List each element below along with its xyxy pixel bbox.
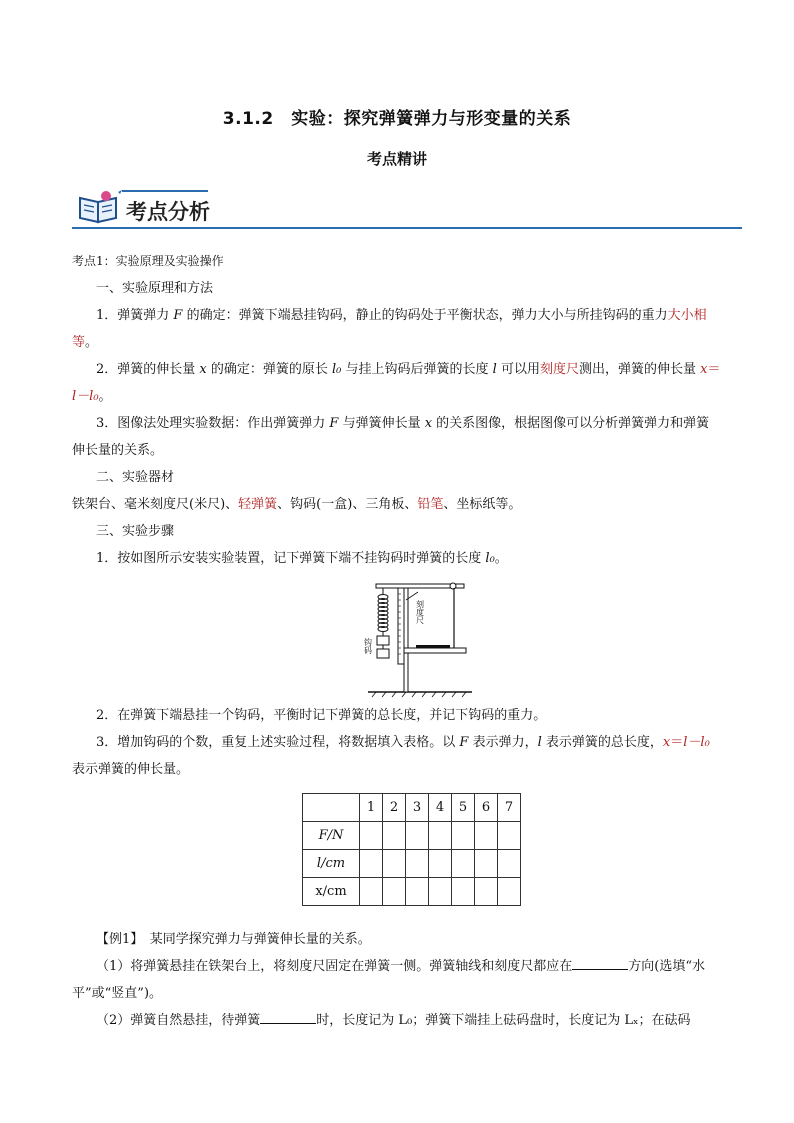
table-cell xyxy=(406,850,429,878)
table-cell xyxy=(498,850,521,878)
table-col-header: 2 xyxy=(383,794,406,822)
formula-rhs: l－l₀ xyxy=(72,389,99,404)
table-row-header: F/N xyxy=(303,822,360,850)
text: 时，长度记为 L₀；弹簧下端挂上砝码盘时，长度记为 Lₓ；在砝码 xyxy=(316,1013,691,1028)
text: 的关系图像，根据图像可以分析弹簧弹力和弹簧伸长量的关系。 xyxy=(72,416,710,458)
text: 表示弹簧的总长度， xyxy=(541,735,663,750)
var-x: x xyxy=(199,362,207,377)
table-col-header: 3 xyxy=(406,794,429,822)
header-rule-bottom xyxy=(72,227,742,229)
var-l0: l₀ xyxy=(485,551,495,566)
table-cell xyxy=(406,878,429,906)
text: 铁架台、毫米刻度尺(米尺)、 xyxy=(72,497,239,512)
var-F: F xyxy=(173,308,183,323)
text: （2）弹簧自然悬挂，待弹簧 xyxy=(96,1013,261,1028)
table-cell xyxy=(429,822,452,850)
text: 测出，弹簧的伸长量 xyxy=(578,362,701,377)
table-cell xyxy=(383,850,406,878)
var-F: F xyxy=(459,735,469,750)
paragraph-2 xyxy=(72,356,722,410)
table-corner-cell xyxy=(303,794,360,822)
var-l: l xyxy=(537,735,542,750)
var-l: l xyxy=(492,362,497,377)
table-cell xyxy=(406,822,429,850)
text: 。 xyxy=(85,335,99,350)
answer-blank[interactable] xyxy=(260,1009,316,1024)
table-row xyxy=(303,850,521,878)
text: 、钩码(一盒)、三角板、 xyxy=(277,497,418,512)
formula-x: x xyxy=(662,735,671,750)
text: 表示弹力， xyxy=(468,735,538,750)
highlight-text: 铅笔 xyxy=(417,497,444,512)
var-x: x xyxy=(424,416,433,431)
text: 2．弹簧的伸长量 xyxy=(96,362,200,377)
table-cell xyxy=(383,878,406,906)
highlight-text: 刻度尺 xyxy=(539,362,579,377)
formula-rhs: l－l₀ xyxy=(683,735,710,750)
step-1 xyxy=(72,545,722,572)
text: （1）将弹簧悬挂在铁架台上，将刻度尺固定在弹簧一侧。弹簧轴线和刻度尺都应在 xyxy=(96,959,573,974)
ruler-label: 刻度尺 xyxy=(415,600,425,624)
table-cell xyxy=(452,822,475,850)
step-3 xyxy=(72,729,722,783)
table-row-header: l/cm xyxy=(303,850,360,878)
answer-blank[interactable] xyxy=(572,955,628,970)
example-tag: 【例1】 xyxy=(96,932,137,947)
table-cell xyxy=(498,878,521,906)
highlight-text: 大小相等 xyxy=(72,308,707,350)
highlight-text: 轻弹簧 xyxy=(238,497,278,512)
weight-label: 钩码 xyxy=(363,638,373,654)
paragraph-1 xyxy=(72,302,722,356)
table-cell xyxy=(475,878,498,906)
table-cell xyxy=(429,850,452,878)
text: 、坐标纸等。 xyxy=(443,497,522,512)
formula-eq: ＝ xyxy=(670,735,684,750)
section-header-label: 考点分析 xyxy=(126,200,210,224)
table-col-header: 7 xyxy=(498,794,521,822)
table-cell xyxy=(360,878,383,906)
table-col-header: 5 xyxy=(452,794,475,822)
data-table xyxy=(302,793,521,906)
text: 3．增加钩码的个数，重复上述实验过程，将数据填入表格。以 xyxy=(96,735,460,750)
paragraph-3 xyxy=(72,410,722,464)
table-cell xyxy=(383,822,406,850)
heading-steps: 三、实验步骤 xyxy=(96,524,175,539)
document-body xyxy=(72,248,722,1034)
example-q1 xyxy=(72,953,722,1007)
table-cell xyxy=(498,822,521,850)
section-header xyxy=(72,186,742,232)
text: 方向(选填“水平”或“竖直”)。 xyxy=(72,959,705,1001)
page-title: 3.1.2 实验：探究弹簧弹力与形变量的关系 xyxy=(222,109,572,129)
table-cell xyxy=(429,878,452,906)
table-cell xyxy=(452,850,475,878)
var-F: F xyxy=(329,416,339,431)
table-cell xyxy=(452,878,475,906)
point1-title: 考点1：实验原理及实验操作 xyxy=(72,254,224,268)
example-q2 xyxy=(72,1007,722,1034)
table-col-header: 4 xyxy=(429,794,452,822)
text: 3．图像法处理实验数据：作出弹簧弹力 xyxy=(96,416,330,431)
table-cell xyxy=(475,850,498,878)
text: 1．按如图所示安装实验装置，记下弹簧下端不挂钩码时弹簧的长度 xyxy=(96,551,486,566)
table-col-header: 6 xyxy=(475,794,498,822)
formula-eq: ＝ xyxy=(707,362,721,377)
header-rule-top xyxy=(122,190,208,192)
table-cell xyxy=(475,822,498,850)
table-row xyxy=(303,822,521,850)
text: 1．弹簧弹力 xyxy=(96,308,174,323)
text: 与弹簧伸长量 xyxy=(338,416,425,431)
formula-x: x xyxy=(700,362,708,377)
book-icon xyxy=(76,190,122,224)
heading-equipment: 二、实验器材 xyxy=(96,470,175,485)
heading-principle: 一、实验原理和方法 xyxy=(96,281,214,296)
text: 表示弹簧的伸长量。 xyxy=(72,762,190,777)
table-cell xyxy=(360,850,383,878)
text: 可以用 xyxy=(496,362,540,377)
table-cell xyxy=(360,822,383,850)
table-row xyxy=(303,878,521,906)
equipment-list xyxy=(72,491,722,518)
example-1 xyxy=(72,926,722,953)
example-text: 某同学探究弹力与弹簧伸长量的关系。 xyxy=(136,932,371,947)
apparatus-figure xyxy=(363,580,472,698)
text: 的确定：弹簧的原长 xyxy=(206,362,333,377)
page-subtitle: 考点精讲 xyxy=(366,150,427,168)
text: 的确定：弹簧下端悬挂钩码，静止的钩码处于平衡状态，弹力大小与所挂钩码的重力 xyxy=(182,308,668,323)
text: 与挂上钩码后弹簧的长度 xyxy=(341,362,493,377)
table-col-header: 1 xyxy=(360,794,383,822)
table-header-row xyxy=(303,794,521,822)
text: 。 xyxy=(494,551,508,566)
text: 。 xyxy=(98,389,112,404)
table-row-header: x/cm xyxy=(303,878,360,906)
var-l0: l₀ xyxy=(332,362,342,377)
step-2: 2．在弹簧下端悬挂一个钩码，平衡时记下弹簧的总长度，并记下钩码的重力。 xyxy=(96,708,547,723)
